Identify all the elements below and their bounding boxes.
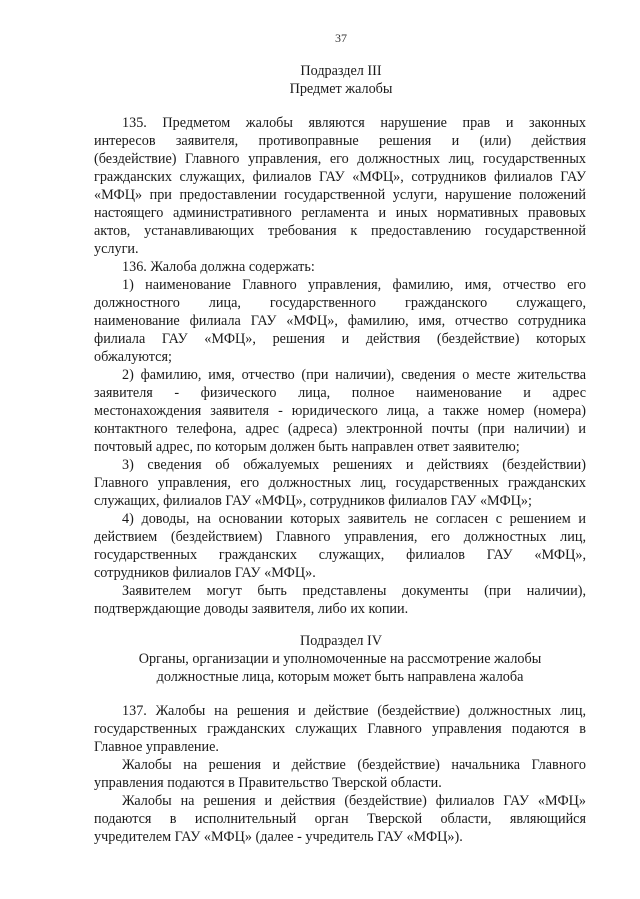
text-line: Главного управления, его должностных лиц, государственных гражданских [94,475,586,491]
text-line: 3) сведения об обжалуемых решениях и действиях (бездействии) [122,457,586,473]
subsection-4-line-1: Органы, организации и уполномоченные на рассмотрение жалобы [138,651,542,667]
text-line: контактного телефона, адрес (адреса) электронной почты (при наличии) и [94,421,586,437]
text-line: Жалобы на решения и действия (бездействие) филиалов ГАУ «МФЦ» [122,793,586,809]
text-line: актов, устанавливающих требования к предоставлению государственной [94,223,586,239]
text-line: государственных гражданских служащих Главного управления подаются в [94,721,586,737]
text-line: обжалуются; [94,349,172,365]
text-line: Заявителем могут быть представлены документы (при наличии), [122,583,586,599]
paragraph-136: 136. Жалоба должна содержать: [122,259,315,275]
text-line: гражданских служащих, филиалов ГАУ «МФЦ», сотрудников филиалов ГАУ [94,169,586,185]
text-line: местонахождения заявителя - юридического лица, а также номер (номера) [94,403,586,419]
text-line: действием (бездействием) Главного управления, его должностных лиц, [94,529,586,545]
text-line: учредителем ГАУ «МФЦ» (далее - учредитель ГАУ «МФЦ»). [94,829,463,845]
text-line: подтверждающие доводы заявителя, либо их копии. [94,601,409,617]
text-line: филиала ГАУ «МФЦ», решения и действия (бездействие) которых [94,331,586,347]
subsection-4-line-2: должностные лица, которым может быть направлена жалоба [156,669,524,685]
text-line: 135. Предметом жалобы являются нарушение прав и законных [122,115,586,131]
text-line: подаются в исполнительный орган Тверской области, являющийся [94,811,586,827]
text-line: служащих, филиалов ГАУ «МФЦ», сотрудников филиалов ГАУ «МФЦ»; [94,493,532,509]
text-line: (бездействие) Главного управления, его должностных лиц, государственных [94,151,586,167]
text-line: «МФЦ» при предоставлении государственной услуги, нарушение положений [94,187,586,203]
text-line: управления подаются в Правительство Тверской области. [94,775,442,791]
text-line: должностного лица, государственного гражданского служащего, [94,295,586,311]
text-line: Главное управление. [94,739,219,755]
text-line: интересов заявителя, противоправные решения и (или) действия [94,133,586,149]
text-line: настоящего административного регламента и иных нормативных правовых [94,205,586,221]
subsection-3-title: Подраздел III [300,63,382,79]
text-line: заявителя - физического лица, полное наименование и адрес [94,385,586,401]
text-line: 137. Жалобы на решения и действие (бездействие) должностных лиц, [122,703,586,719]
page-number: 37 [335,31,347,45]
text-line: Жалобы на решения и действие (бездействие) начальника Главного [122,757,586,773]
subsection-3-subtitle: Предмет жалобы [289,81,393,97]
text-line: почтовый адрес, по которым должен быть направлен ответ заявителю; [94,439,520,455]
text-line: государственных гражданских служащих, филиалов ГАУ «МФЦ», [94,547,586,563]
text-line: 4) доводы, на основании которых заявитель не согласен с решением и [122,511,586,527]
subsection-4-title: Подраздел IV [299,633,382,649]
text-line: наименование филиала ГАУ «МФЦ», фамилию, имя, отчество сотрудника [94,313,586,329]
text-line: сотрудников филиалов ГАУ «МФЦ». [94,565,316,581]
text-line: 1) наименование Главного управления, фамилию, имя, отчество его [122,277,586,293]
text-line: услуги. [94,241,139,257]
text-line: 2) фамилию, имя, отчество (при наличии), сведения о месте жительства [122,367,586,383]
